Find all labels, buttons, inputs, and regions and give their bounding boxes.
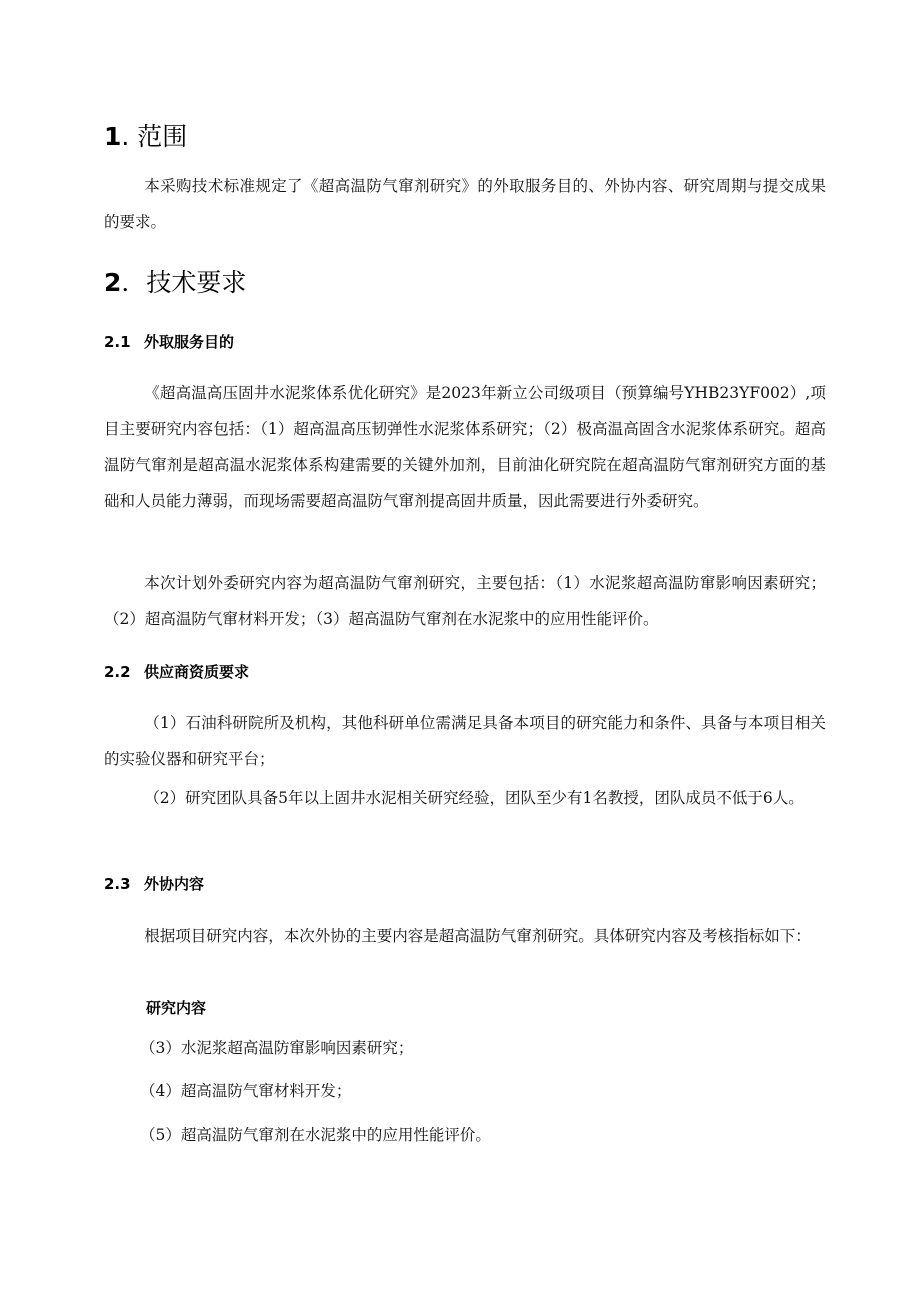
subsection-2-1-paragraph-2: 本次计划外委研究内容为超高温防气窜剂研究，主要包括：（1）水泥浆超高温防窜影响因素研究；（2）超高温防气窜材料开发；（3）超高温防气窜剂在水泥浆中的应用性能评价。 [104, 574, 826, 628]
subsection-2-1-number: 2.1 [104, 333, 131, 351]
section-2-title: ．技术要求 [121, 268, 247, 297]
section-1-number: 1 [104, 122, 122, 151]
subsection-2-2-heading [104, 662, 249, 682]
section-1-title: . 范围 [121, 122, 188, 151]
subsection-2-2-paragraph-2: （2）研究团队具备5年以上固井水泥相关研究经验，团队至少有1名教授，团队成员不低于6人。 [144, 789, 804, 807]
section-1-heading [104, 122, 187, 152]
subsection-2-3-paragraph-1: 根据项目研究内容，本次外协的主要内容是超高温防气窜剂研究。具体研究内容及考核指标如下： [144, 927, 811, 945]
research-item: （3）水泥浆超高温防窜影响因素研究； [140, 1039, 414, 1057]
subsection-2-2-paragraph-1: （1）石油科研院所及机构，其他科研单位需满足具备本项目的研究能力和条件、具备与本项目相关的实验仪器和研究平台； [104, 714, 826, 768]
research-item: （4）超高温防气窜材料开发； [140, 1082, 352, 1100]
section-2-heading [104, 268, 246, 298]
section-1-paragraph: 本采购技术标准规定了《超高温防气窜剂研究》的外取服务目的、外协内容、研究周期与提交成果的要求。 [104, 177, 826, 231]
subsection-2-1-heading [104, 332, 234, 352]
research-item: （5）超高温防气窜剂在水泥浆中的应用性能评价。 [140, 1126, 491, 1144]
subsection-2-3-heading [104, 874, 204, 894]
section-2-number: 2 [104, 268, 122, 297]
subsection-2-3-title: 外协内容 [144, 875, 205, 893]
research-content-title: 研究内容 [146, 999, 207, 1017]
subsection-2-1-title: 外取服务目的 [144, 333, 235, 351]
subsection-2-1-paragraph-1: 《超高温高压固井水泥浆体系优化研究》是2023年新立公司级项目（预算编号YHB23YF002）,项目主要研究内容包括：（1）超高温高压韧弹性水泥浆体系研究；（2）极高温高固含水泥浆体系研究。超高温防气窜剂是超高温水泥浆体系构建需要的关键外加剂，目前油化研究院在超高温防气窜剂研究方面的基础和人员能力薄弱，而现场需要超高温防气窜剂提高固井质量，因此需要进行外委研究。 [104, 384, 826, 510]
subsection-2-2-number: 2.2 [104, 663, 131, 681]
subsection-2-3-number: 2.3 [104, 875, 131, 893]
subsection-2-2-title: 供应商资质要求 [144, 663, 250, 681]
